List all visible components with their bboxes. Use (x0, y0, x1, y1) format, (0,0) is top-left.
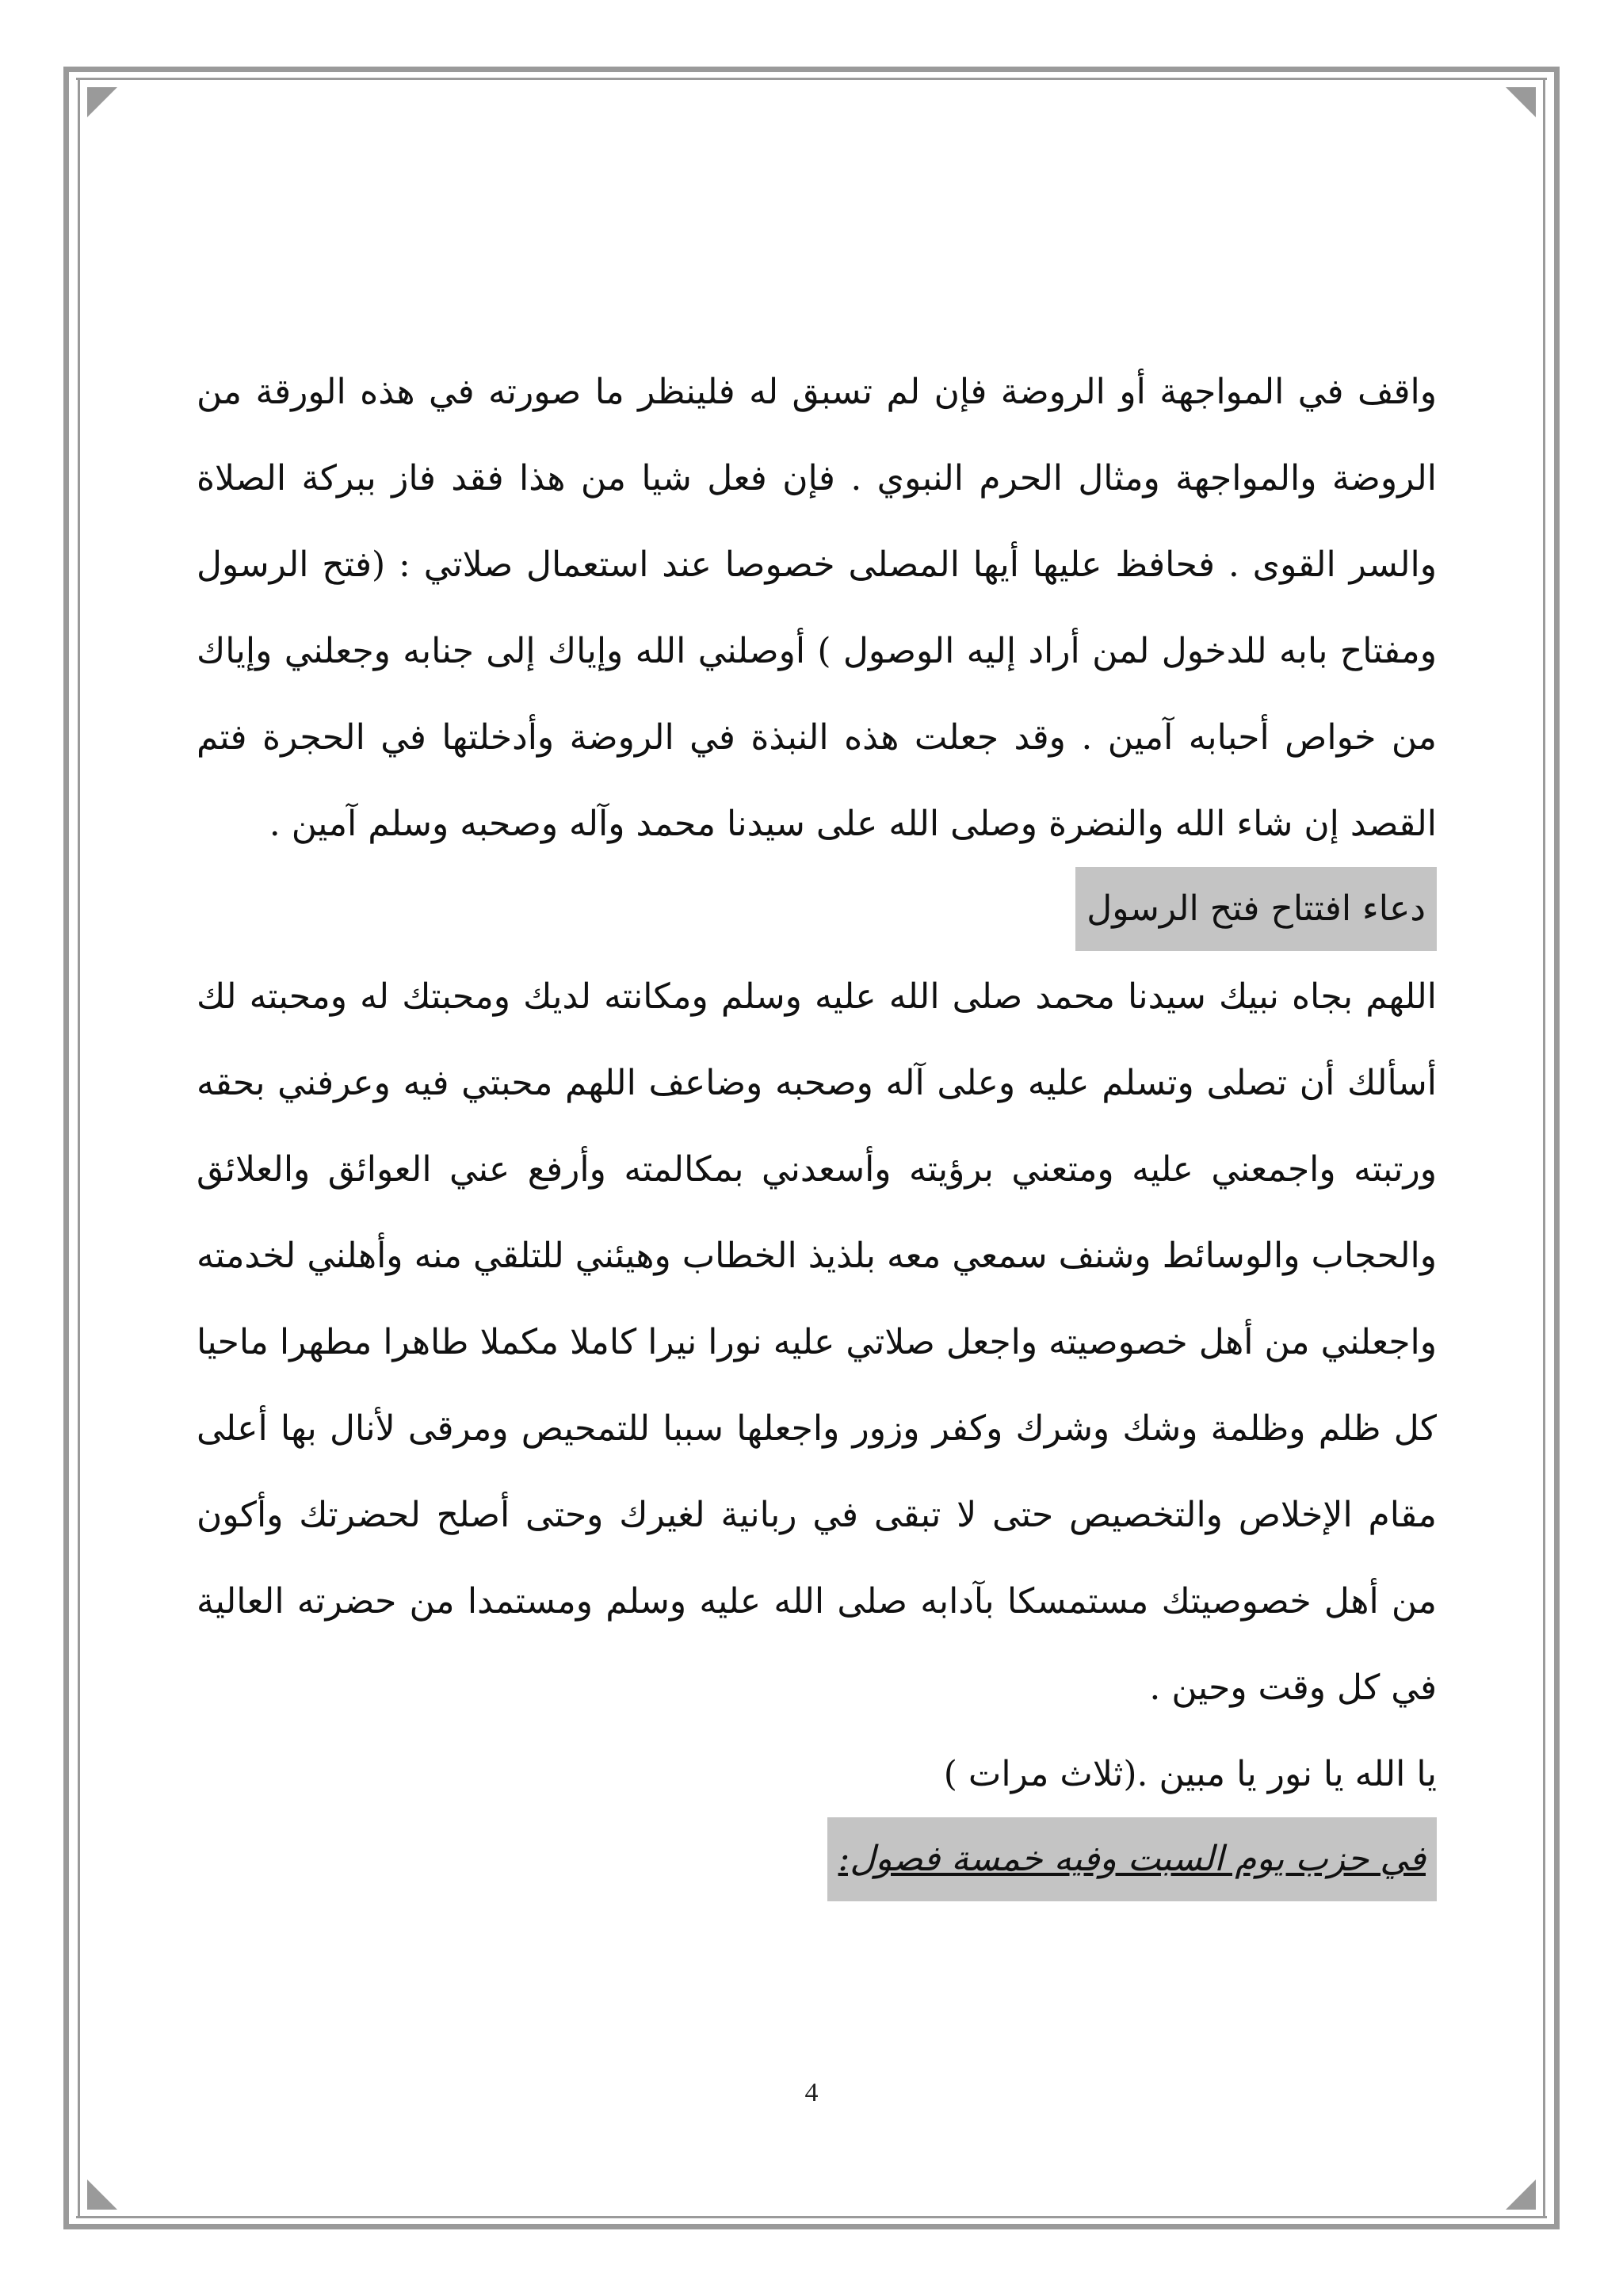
frame-top-outer (63, 67, 1560, 72)
frame-left-outer (63, 67, 69, 2229)
corner-ornament-top-right (1506, 87, 1536, 117)
frame-right-outer (1554, 67, 1560, 2229)
heading-block-2 (197, 1817, 1437, 1904)
section-heading-dua: دعاء افتتاح فتح الرسول (1075, 867, 1437, 951)
section-heading-saturday-hizb: في حزب يوم السبت وفيه خمسة فصول: (827, 1817, 1437, 1901)
corner-ornament-bottom-left (87, 2179, 117, 2210)
page-body (197, 349, 1437, 1904)
frame-left-inner (78, 78, 80, 2218)
frame-bottom-inner (76, 2216, 1547, 2218)
intro-paragraph: واقف في المواجهة أو الروضة فإن لم تسبق له فلينظر ما صورته في هذه الورقة من الروضة والمواجهة ومثال الحرم النبوي . فإن فعل شيا من هذا فقد فاز ببركة الصلاة والسر القوى . فحافظ عليها أيها المصلى خصوصا عند استعمال صلاتي : (فتح الرسول ومفتاح بابه للدخول لمن أراد إليه الوصول ) أوصلني الله وإياك إلى جنابه وجعلني وإياك من خواص أحبابه آمين . وقد جعلت هذه النبذة في الروضة وأدخلتها في الحجرة فتم القصد إن شاء الله والنضرة وصلى الله على سيدنا محمد وآله وصحبه وسلم آمين . (197, 372, 1437, 844)
frame-bottom-outer (63, 2224, 1560, 2229)
corner-ornament-top-left (87, 87, 117, 117)
dua-paragraph: اللهم بجاه نبيك سيدنا محمد صلى الله عليه وسلم ومكانته لديك ومحبتك له ومحبته لك أسألك أن تصلى وتسلم عليه وعلى آله وصحبه وضاعف اللهم محبتي فيه وعرفني بحقه ورتبته واجمعني عليه ومتعني برؤيته وأسعدني بمكالمته وأرفع عني العوائق والعلائق والحجاب والوسائط وشنف سمعي معه بلذيذ الخطاب وهيئني للتلقي منه وأهلني لخدمته واجعلني من أهل خصوصيته واجعل صلاتي عليه نورا نيرا كاملا مكملا طاهرا مطهرا ماحيا كل ظلم وظلمة وشك وشرك وكفر وزور واجعلها سببا للتمحيص ومرقى لأنال بها أعلى مقام الإخلاص والتخصيص حتى لا تبقى في ربانية لغيرك وحتى أصلح لحضرتك وأكون من أهل خصوصيتك مستمسكا بآدابه صلى الله عليه وسلم ومستمدا من حضرته العالية في كل وقت وحين . (197, 976, 1437, 1708)
frame-top-inner (76, 78, 1547, 80)
heading-block-1 (197, 867, 1437, 953)
page-number: 4 (804, 2078, 819, 2107)
corner-ornament-bottom-right (1506, 2179, 1536, 2210)
invocation-line: يا الله يا نور يا مبين .(ثلاث مرات ) (943, 1754, 1437, 1794)
frame-right-inner (1543, 78, 1545, 2218)
